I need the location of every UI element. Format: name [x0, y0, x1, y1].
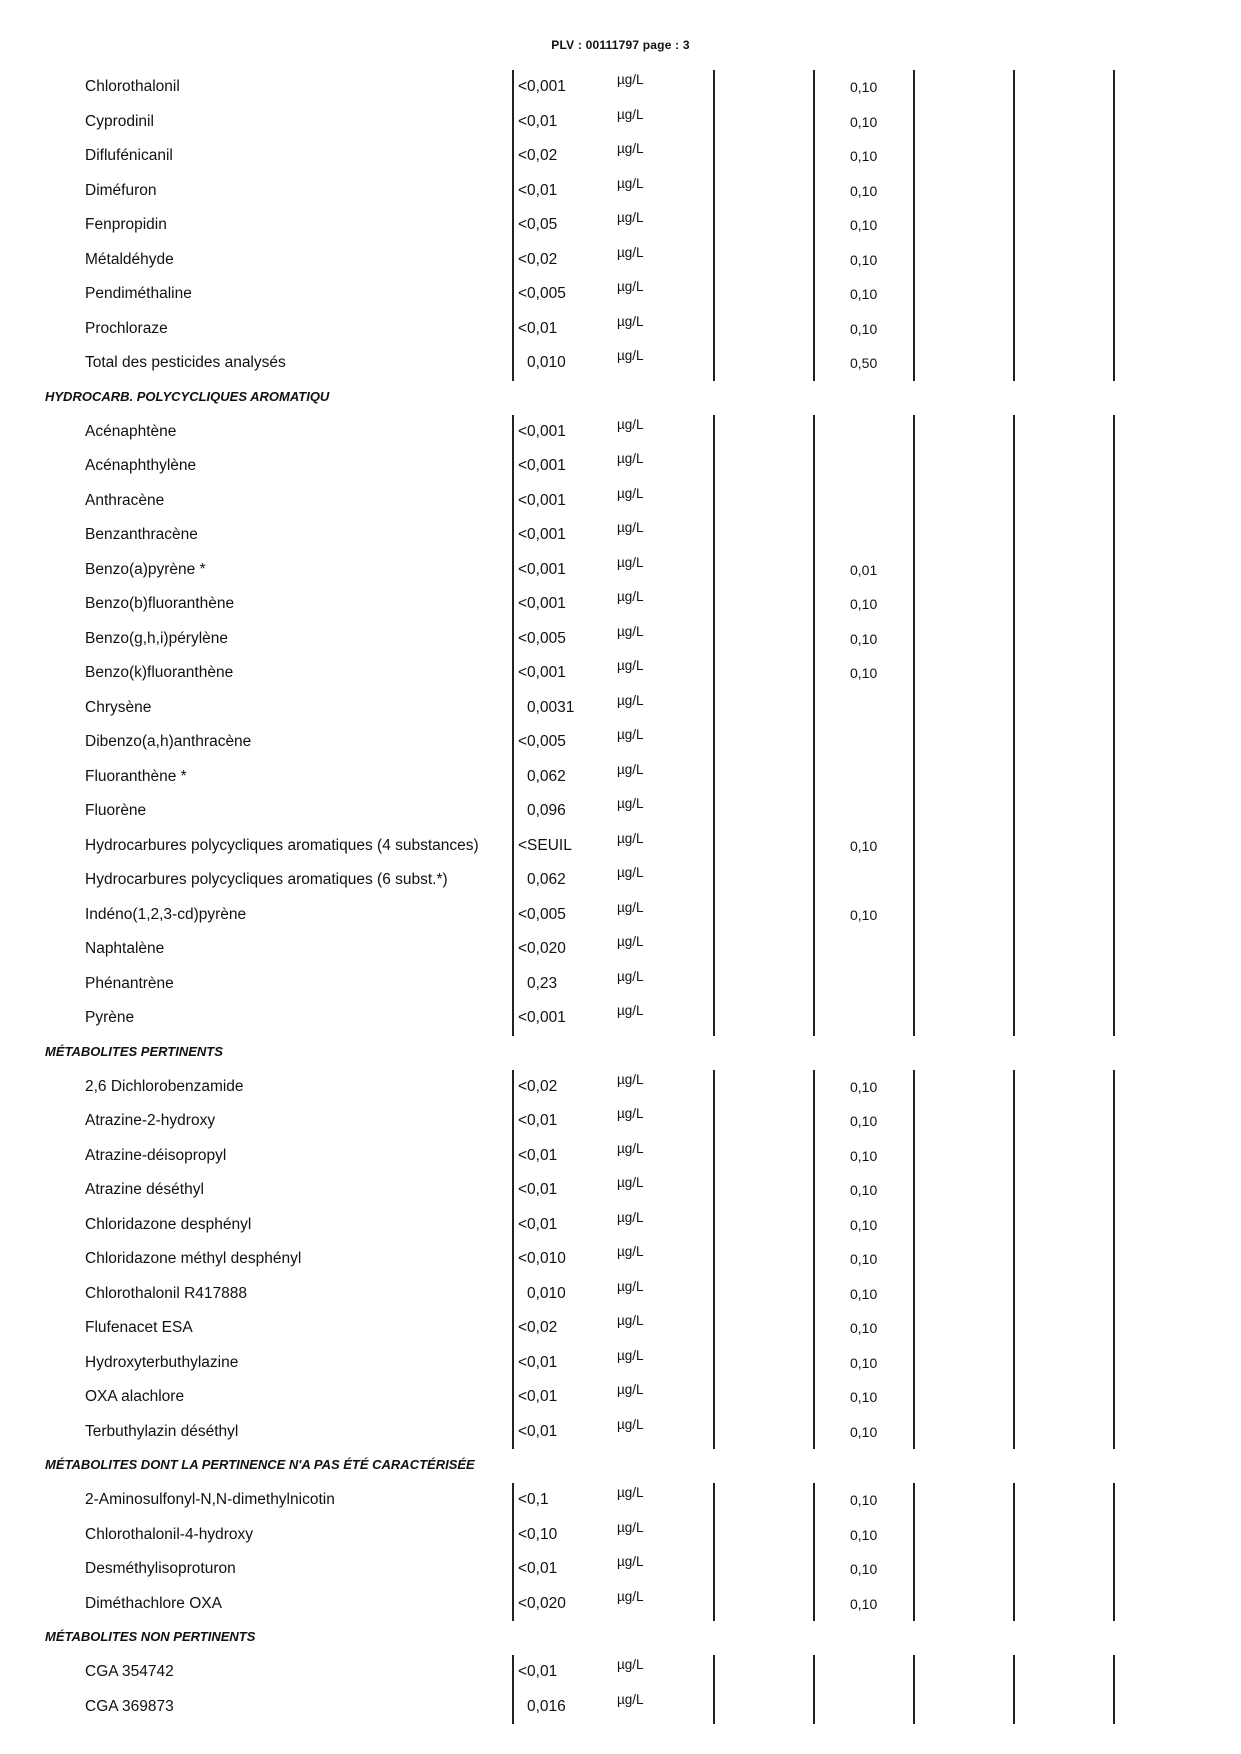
- table-row: [0, 1690, 1241, 1725]
- result-value: <0,001: [518, 595, 566, 612]
- table-row: [0, 1346, 1241, 1381]
- unit: µg/L: [617, 1313, 644, 1328]
- table-row: [0, 829, 1241, 864]
- unit: µg/L: [617, 279, 644, 294]
- table-row: [0, 243, 1241, 278]
- unit: µg/L: [617, 141, 644, 156]
- parameter-name: Atrazine-déisopropyl: [85, 1146, 227, 1164]
- parameter-name: Dibenzo(a,h)anthracène: [85, 733, 252, 750]
- table-row: [0, 898, 1241, 933]
- parameter-name: Hydroxyterbuthylazine: [85, 1353, 239, 1371]
- table-row: [0, 1587, 1241, 1622]
- quality-limit: 0,10: [850, 665, 878, 681]
- parameter-name: Indéno(1,2,3-cd)pyrène: [85, 905, 247, 923]
- parameter-name: 2-Aminosulfonyl-N,N-dimethylnicotin: [85, 1491, 335, 1508]
- unit: µg/L: [617, 520, 644, 535]
- parameter-name: Total des pesticides analysés: [85, 354, 286, 371]
- quality-limit: 0,10: [850, 182, 878, 199]
- table-row: [0, 1242, 1241, 1277]
- result-value: <0,10: [518, 1525, 558, 1543]
- table-row: [0, 932, 1241, 967]
- result-value: <0,01: [518, 1388, 558, 1405]
- result-value: <0,02: [518, 250, 558, 268]
- unit: µg/L: [617, 106, 644, 122]
- unit: µg/L: [617, 244, 644, 260]
- unit: µg/L: [617, 623, 644, 639]
- result-value: <0,020: [518, 1594, 566, 1612]
- table-row: [0, 587, 1241, 622]
- quality-limit: 0,10: [850, 113, 878, 130]
- quality-limit: 0,10: [850, 320, 878, 337]
- table-row: [0, 1208, 1241, 1243]
- table-row: [0, 553, 1241, 588]
- unit: µg/L: [617, 210, 644, 225]
- result-value: <0,01: [518, 1146, 558, 1164]
- section-title: MÉTABOLITES NON PERTINENTS: [45, 1629, 256, 1644]
- result-value: <0,005: [518, 905, 566, 923]
- unit: µg/L: [617, 313, 644, 329]
- parameter-name: OXA alachlore: [85, 1388, 185, 1405]
- result-value: 0,010: [527, 1284, 566, 1302]
- result-value: 0,0031: [527, 698, 575, 716]
- parameter-name: 2,6 Dichlorobenzamide: [85, 1077, 244, 1095]
- section-title: HYDROCARB. POLYCYCLIQUES AROMATIQU: [45, 388, 330, 404]
- quality-limit: 0,10: [850, 1216, 878, 1233]
- parameter-name: Prochloraze: [85, 319, 168, 337]
- parameter-name: Fluoranthène *: [85, 767, 187, 785]
- section-title: MÉTABOLITES DONT LA PERTINENCE N'A PAS ÉTÉ CARACTÉRISÉE: [45, 1457, 475, 1472]
- result-value: <0,01: [518, 112, 558, 130]
- unit: µg/L: [617, 830, 644, 846]
- result-value: <0,05: [518, 216, 558, 233]
- unit: µg/L: [617, 1691, 644, 1707]
- quality-limit: 0,10: [850, 837, 878, 854]
- result-value: <0,01: [518, 1422, 558, 1440]
- unit: µg/L: [617, 1347, 644, 1363]
- unit: µg/L: [617, 1382, 644, 1397]
- result-value: <0,01: [518, 1353, 558, 1371]
- section-group: [0, 1070, 1241, 1450]
- section-group: [0, 1655, 1241, 1724]
- quality-limit: 0,10: [850, 1078, 878, 1095]
- result-value: <0,001: [518, 491, 566, 509]
- result-value: <SEUIL: [518, 836, 572, 854]
- quality-limit: 0,10: [850, 79, 878, 95]
- table-row: [0, 346, 1241, 381]
- unit: µg/L: [617, 658, 644, 673]
- quality-limit: 0,10: [850, 1389, 878, 1405]
- result-value: 0,096: [527, 802, 566, 819]
- result-value: <0,01: [518, 1663, 558, 1680]
- section-title: MÉTABOLITES PERTINENTS: [45, 1043, 223, 1059]
- parameter-name: Chlorothalonil R417888: [85, 1284, 248, 1302]
- unit: µg/L: [617, 485, 644, 501]
- parameter-name: Benzo(b)fluoranthène: [85, 595, 235, 612]
- parameter-name: Anthracène: [85, 491, 165, 509]
- unit: µg/L: [617, 1140, 644, 1156]
- unit: µg/L: [617, 692, 644, 708]
- table-row: [0, 1277, 1241, 1312]
- parameter-name: Acénaphtène: [85, 422, 177, 440]
- parameter-name: Chloridazone méthyl desphényl: [85, 1250, 302, 1267]
- table-row: [0, 622, 1241, 657]
- table-row: [0, 967, 1241, 1002]
- quality-limit: 0,10: [850, 217, 878, 233]
- table-row: [0, 518, 1241, 553]
- quality-limit: 0,10: [850, 286, 878, 302]
- table-row: [0, 1518, 1241, 1553]
- table-row: [0, 1415, 1241, 1450]
- parameter-name: Hydrocarbures polycycliques aromatiques (6 subst.*): [85, 871, 448, 888]
- parameter-name: Fluorène: [85, 802, 147, 819]
- table-row: [0, 139, 1241, 174]
- result-value: <0,005: [518, 629, 566, 647]
- table-row: [0, 1655, 1241, 1690]
- section-group: [0, 1483, 1241, 1621]
- result-value: 0,062: [527, 767, 566, 785]
- unit: µg/L: [617, 348, 644, 363]
- parameter-name: Hydrocarbures polycycliques aromatiques (4 substances): [85, 836, 479, 854]
- result-value: <0,001: [518, 526, 566, 543]
- table-row: [0, 415, 1241, 450]
- parameter-name: Desméthylisoproturon: [85, 1560, 236, 1577]
- quality-limit: 0,10: [850, 1147, 878, 1164]
- quality-limit: 0,10: [850, 1595, 878, 1612]
- unit: µg/L: [617, 1485, 644, 1500]
- unit: µg/L: [617, 727, 644, 742]
- table-row: [0, 656, 1241, 691]
- parameter-name: Pyrène: [85, 1009, 135, 1026]
- table-row: [0, 725, 1241, 760]
- parameter-name: Benzo(k)fluoranthène: [85, 664, 234, 681]
- result-value: <0,001: [518, 664, 566, 681]
- result-value: <0,001: [518, 422, 566, 440]
- result-value: 0,010: [527, 354, 566, 371]
- result-value: <0,02: [518, 1319, 558, 1336]
- unit: µg/L: [617, 1588, 644, 1604]
- quality-limit: 0,10: [850, 630, 878, 647]
- unit: µg/L: [617, 934, 644, 949]
- parameter-name: CGA 354742: [85, 1663, 174, 1680]
- table-row: [0, 105, 1241, 140]
- table-row: [0, 760, 1241, 795]
- result-value: <0,020: [518, 940, 566, 957]
- parameter-name: CGA 369873: [85, 1697, 174, 1715]
- quality-limit: 0,10: [850, 1492, 878, 1508]
- result-value: <0,001: [518, 78, 566, 95]
- result-value: 0,016: [527, 1697, 566, 1715]
- table-row: [0, 1552, 1241, 1587]
- result-value: <0,001: [518, 560, 566, 578]
- parameter-name: Atrazine-2-hydroxy: [85, 1112, 216, 1129]
- result-value: <0,01: [518, 1112, 558, 1129]
- unit: µg/L: [617, 72, 644, 87]
- quality-limit: 0,10: [850, 1251, 878, 1267]
- parameter-name: Flufenacet ESA: [85, 1319, 193, 1336]
- unit: µg/L: [617, 1106, 644, 1121]
- table-row: [0, 691, 1241, 726]
- quality-limit: 0,10: [850, 1182, 878, 1198]
- quality-limit: 0,10: [850, 596, 878, 612]
- table-row: [0, 1070, 1241, 1105]
- result-value: <0,005: [518, 285, 566, 302]
- parameter-name: Acénaphthylène: [85, 457, 197, 474]
- result-value: <0,01: [518, 181, 558, 199]
- unit: µg/L: [617, 899, 644, 915]
- parameter-name: Terbuthylazin déséthyl: [85, 1422, 239, 1440]
- table-row: [0, 1483, 1241, 1518]
- table-row: [0, 70, 1241, 105]
- result-value: <0,001: [518, 457, 566, 474]
- table-row: [0, 1173, 1241, 1208]
- unit: µg/L: [617, 968, 644, 984]
- quality-limit: 0,10: [850, 251, 878, 268]
- unit: µg/L: [617, 589, 644, 604]
- result-value: <0,010: [518, 1250, 566, 1267]
- parameter-name: Atrazine déséthyl: [85, 1181, 204, 1198]
- result-value: <0,005: [518, 733, 566, 750]
- table-row: [0, 208, 1241, 243]
- table-row: [0, 1139, 1241, 1174]
- parameter-name: Métaldéhyde: [85, 250, 174, 268]
- quality-limit: 0,50: [850, 355, 878, 371]
- table-row: [0, 484, 1241, 519]
- quality-limit: 0,10: [850, 1354, 878, 1371]
- result-value: <0,02: [518, 147, 558, 164]
- parameter-name: Chlorothalonil: [85, 78, 180, 95]
- quality-limit: 0,10: [850, 1561, 878, 1577]
- unit: µg/L: [617, 1416, 644, 1432]
- quality-limit: 0,10: [850, 148, 878, 164]
- parameter-name: Chrysène: [85, 698, 152, 716]
- table-row: [0, 1380, 1241, 1415]
- parameter-name: Cyprodinil: [85, 112, 154, 130]
- unit: µg/L: [617, 1244, 644, 1259]
- result-value: 0,23: [527, 974, 558, 992]
- result-value: <0,001: [518, 1009, 566, 1026]
- table-row: [0, 794, 1241, 829]
- unit: µg/L: [617, 865, 644, 880]
- unit: µg/L: [617, 1071, 644, 1087]
- result-value: <0,01: [518, 1560, 558, 1577]
- page-header: PLV : 00111797 page : 3: [551, 38, 690, 52]
- parameter-name: Diflufénicanil: [85, 147, 173, 164]
- unit: µg/L: [617, 796, 644, 811]
- table-row: [0, 312, 1241, 347]
- unit: µg/L: [617, 554, 644, 570]
- table-row: [0, 449, 1241, 484]
- unit: µg/L: [617, 416, 644, 432]
- result-value: <0,02: [518, 1077, 558, 1095]
- table-row: [0, 1001, 1241, 1036]
- quality-limit: 0,10: [850, 906, 878, 923]
- unit: µg/L: [617, 761, 644, 777]
- table-row: [0, 863, 1241, 898]
- unit: µg/L: [617, 1519, 644, 1535]
- result-value: <0,01: [518, 1181, 558, 1198]
- unit: µg/L: [617, 1554, 644, 1569]
- parameter-name: Chloridazone desphényl: [85, 1215, 252, 1233]
- parameter-name: Naphtalène: [85, 940, 165, 957]
- parameter-name: Diméfuron: [85, 181, 157, 199]
- result-value: 0,062: [527, 871, 566, 888]
- table-row: [0, 1104, 1241, 1139]
- quality-limit: 0,01: [850, 561, 878, 578]
- section-group: [0, 70, 1241, 381]
- result-value: <0,1: [518, 1491, 549, 1508]
- parameter-name: Benzo(a)pyrène *: [85, 560, 206, 578]
- table-row: [0, 174, 1241, 209]
- parameter-name: Chlorothalonil-4-hydroxy: [85, 1525, 253, 1543]
- quality-limit: 0,10: [850, 1423, 878, 1440]
- result-value: <0,01: [518, 319, 558, 337]
- parameter-name: Phénantrène: [85, 974, 174, 992]
- parameter-name: Benzo(g,h,i)pérylène: [85, 629, 229, 647]
- quality-limit: 0,10: [850, 1526, 878, 1543]
- quality-limit: 0,10: [850, 1285, 878, 1302]
- unit: µg/L: [617, 1175, 644, 1190]
- parameter-name: Diméthachlore OXA: [85, 1594, 222, 1612]
- parameter-name: Benzanthracène: [85, 526, 198, 543]
- parameter-name: Fenpropidin: [85, 216, 167, 233]
- unit: µg/L: [617, 451, 644, 466]
- unit: µg/L: [617, 1003, 644, 1018]
- section-group: [0, 415, 1241, 1036]
- quality-limit: 0,10: [850, 1113, 878, 1129]
- result-value: <0,01: [518, 1215, 558, 1233]
- quality-limit: 0,10: [850, 1320, 878, 1336]
- table-row: [0, 1311, 1241, 1346]
- parameter-name: Pendiméthaline: [85, 285, 192, 302]
- unit: µg/L: [617, 1209, 644, 1225]
- unit: µg/L: [617, 1657, 644, 1672]
- table-row: [0, 277, 1241, 312]
- unit: µg/L: [617, 1278, 644, 1294]
- unit: µg/L: [617, 175, 644, 191]
